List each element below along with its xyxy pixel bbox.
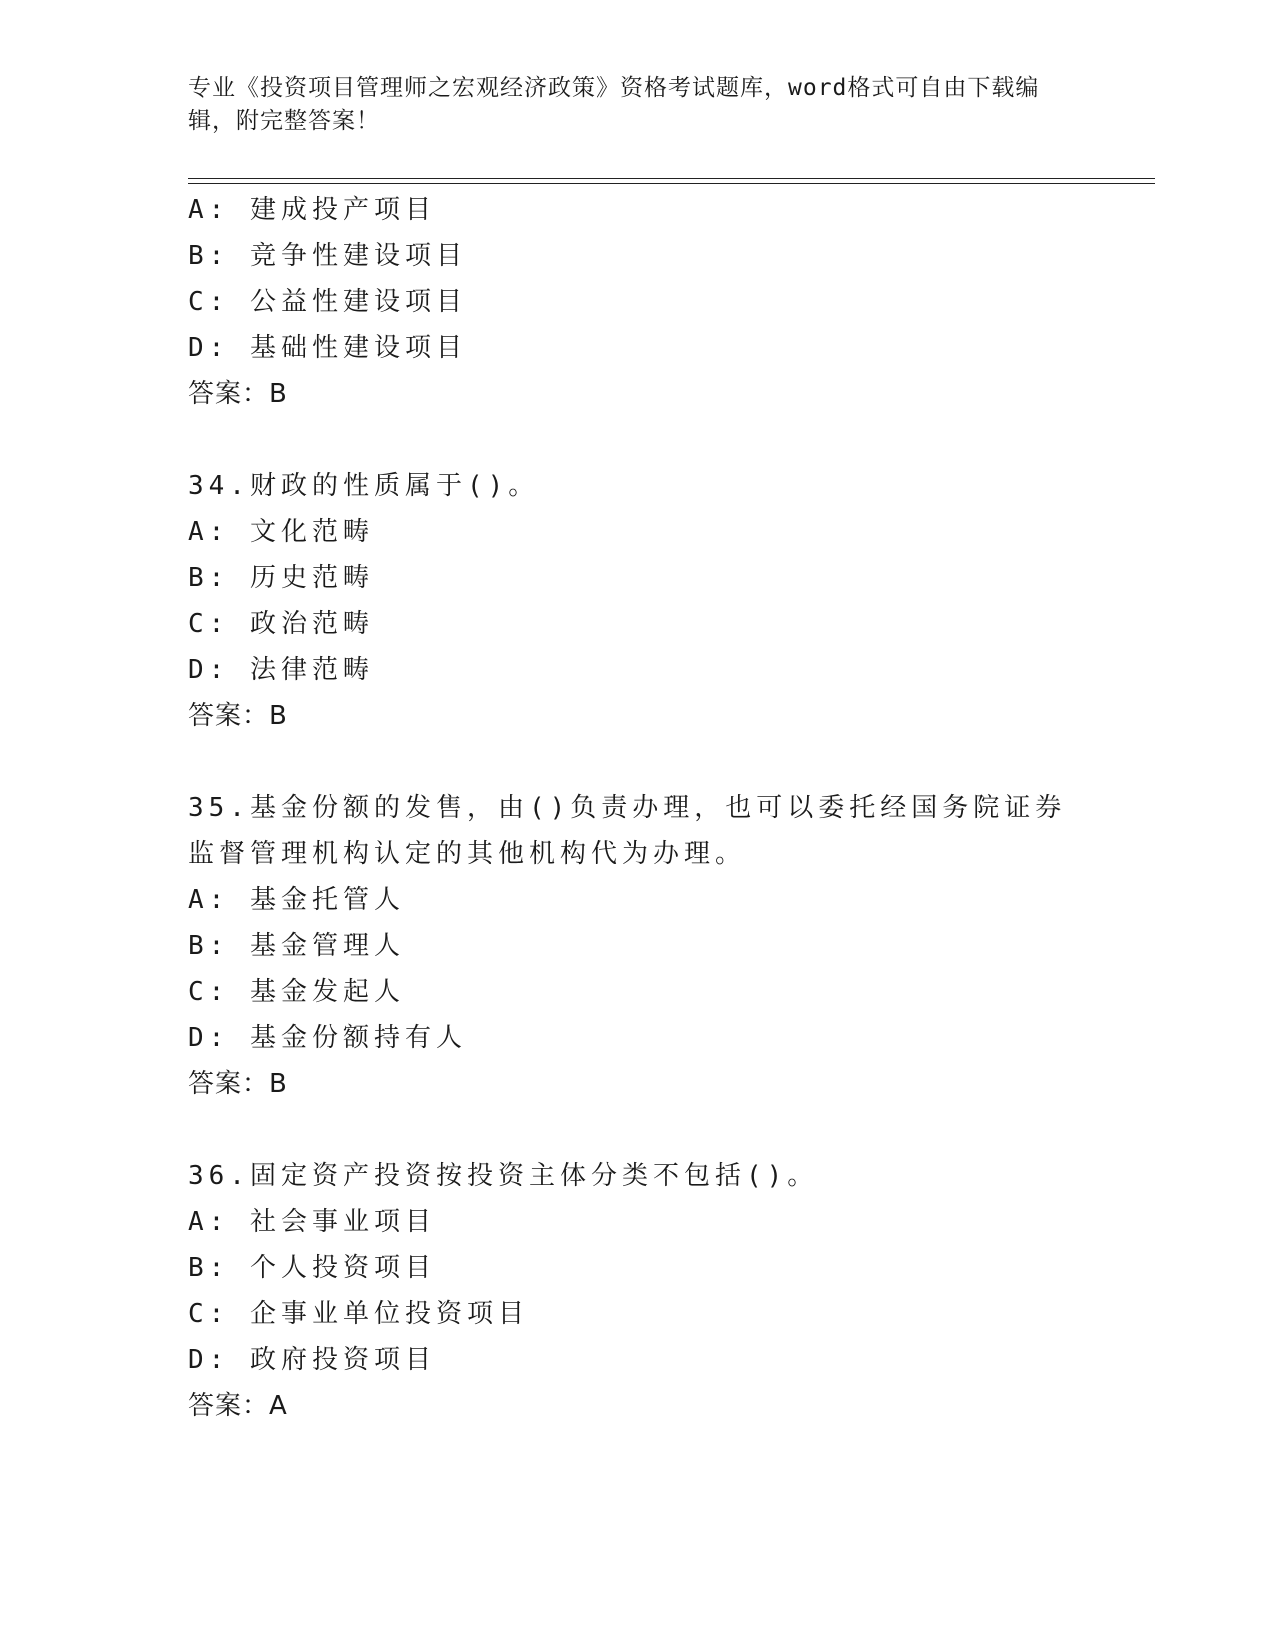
question-stem: 35.基金份额的发售，由()负责办理，也可以委托经国务院证券监督管理机构认定的其他机构代为办理。 [188, 793, 1067, 869]
option-b: B: 个人投资项目 [188, 1253, 436, 1283]
option-a: A: 建成投产项目 [188, 195, 436, 225]
option-a: A: 文化范畴 [188, 517, 374, 547]
answer-line: 答案：A [188, 1391, 288, 1421]
option-a: A: 基金托管人 [188, 885, 405, 915]
option-a: A: 社会事业项目 [188, 1207, 436, 1237]
question-spacer [188, 1107, 1088, 1153]
option-b: B: 竞争性建设项目 [188, 241, 467, 271]
document-intro: 专业《投资项目管理师之宏观经济政策》资格考试题库，word格式可自由下载编辑，附完整答案！ [188, 75, 1040, 134]
question-block-36 [188, 1153, 1088, 1429]
option-c: C: 基金发起人 [188, 977, 405, 1007]
option-d: D: 法律范畴 [188, 655, 374, 685]
question-stem: 36.固定资产投资按投资主体分类不包括()。 [188, 1161, 819, 1191]
option-d: D: 基础性建设项目 [188, 333, 467, 363]
answer-line: 答案：B [188, 701, 288, 731]
question-block-33 [188, 187, 1088, 417]
question-spacer [188, 417, 1088, 463]
question-block-34 [188, 463, 1088, 739]
header-divider-bottom [188, 183, 1155, 184]
option-d: D: 政府投资项目 [188, 1345, 436, 1375]
question-stem: 34.财政的性质属于()。 [188, 471, 540, 501]
question-block-35 [188, 785, 1088, 1107]
question-spacer [188, 739, 1088, 785]
option-c: C: 公益性建设项目 [188, 287, 467, 317]
option-b: B: 基金管理人 [188, 931, 405, 961]
question-list [188, 187, 1088, 1429]
option-d: D: 基金份额持有人 [188, 1023, 467, 1053]
option-c: C: 企事业单位投资项目 [188, 1299, 529, 1329]
answer-line: 答案：B [188, 1069, 288, 1099]
answer-line: 答案：B [188, 379, 288, 409]
option-c: C: 政治范畴 [188, 609, 374, 639]
header-divider-top [188, 178, 1155, 179]
option-b: B: 历史范畴 [188, 563, 374, 593]
